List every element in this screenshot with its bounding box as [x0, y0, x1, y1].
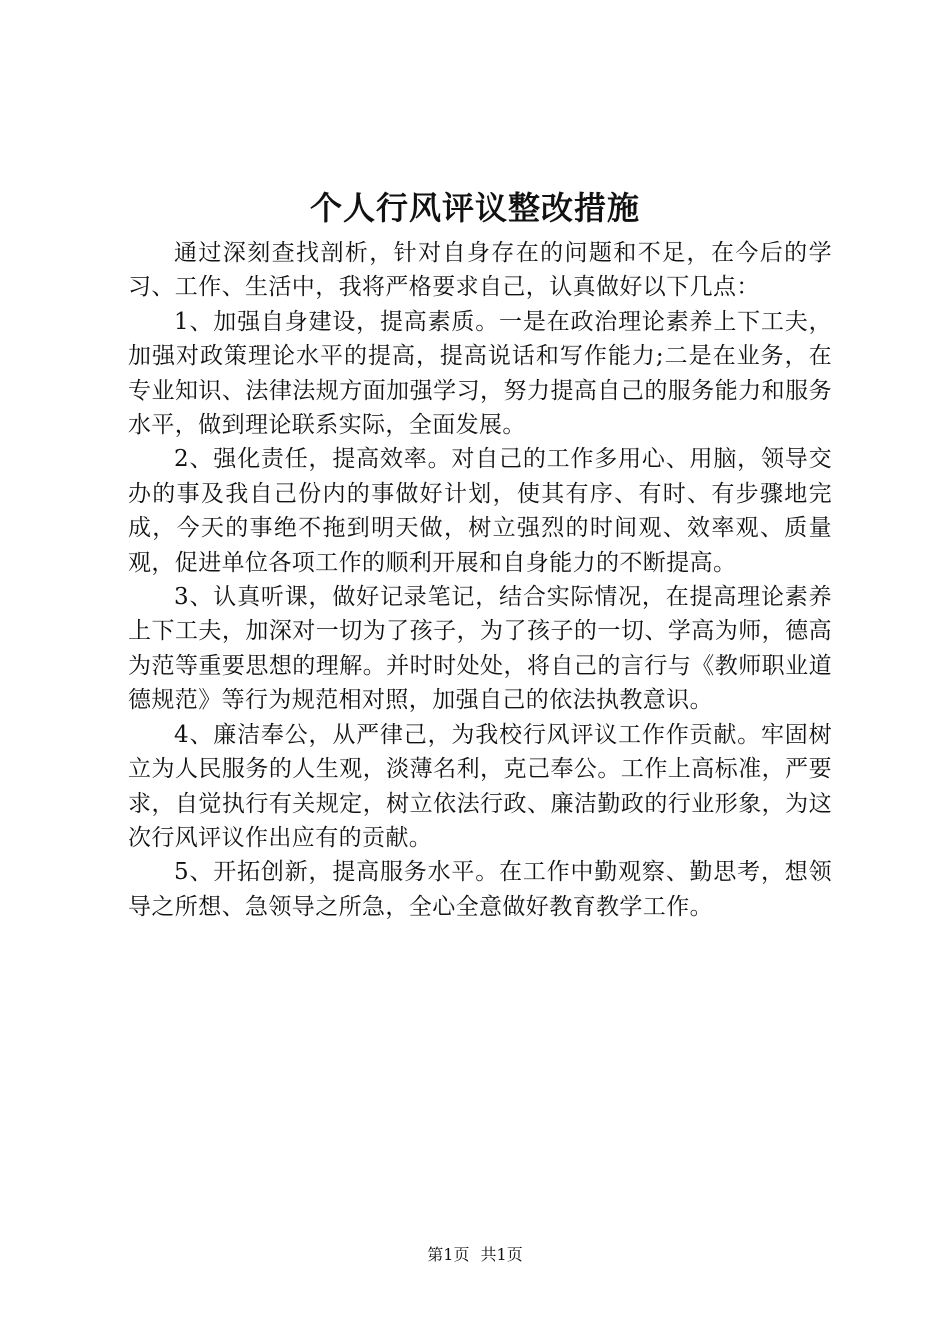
paragraph-intro: 通过深刻查找剖析，针对自身存在的问题和不足，在今后的学习、工作、生活中，我将严格要求自己，认真做好以下几点：: [128, 240, 832, 301]
page-title: 个人行风评议整改措施: [309, 189, 640, 227]
document-body: [128, 236, 832, 924]
paragraph-item-1: 1、加强自身建设，提高素质。一是在政治理论素养上下工夫，加强对政策理论水平的提高，提高说话和写作能力;二是在业务，在专业知识、法律法规方面加强学习，努力提高自己的服务能力和服务水平，做到理论联系实际，全面发展。: [128, 308, 832, 439]
page-number-total: 共1页: [480, 1245, 523, 1264]
page-footer: [0, 1244, 950, 1266]
paragraph-item-3: 3、认真听课，做好记录笔记，结合实际情况，在提高理论素养上下工夫，加深对一切为了孩子，为了孩子的一切、学高为师，德高为范等重要思想的理解。并时时处处，将自己的言行与《教师职业道德规范》等行为规范相对照，加强自己的依法执教意识。: [128, 584, 832, 714]
paragraph-item-2: 2、强化责任，提高效率。对自己的工作多用心、用脑，领导交办的事及我自己份内的事做好计划，使其有序、有时、有步骤地完成，今天的事绝不拖到明天做，树立强烈的时间观、效率观、质量观，促进单位各项工作的顺利开展和自身能力的不断提高。: [128, 446, 832, 576]
paragraph-item-4: 4、廉洁奉公，从严律己，为我校行风评议工作作贡献。牢固树立为人民服务的人生观，淡薄名利，克己奉公。工作上高标准，严要求，自觉执行有关规定，树立依法行政、廉洁勤政的行业形象，为这次行风评议作出应有的贡献。: [128, 721, 832, 851]
page-number-current: 第1页: [427, 1245, 470, 1264]
paragraph-item-5: 5、开拓创新，提高服务水平。在工作中勤观察、勤思考，想领导之所想、急领导之所急，全心全意做好教育教学工作。: [128, 859, 832, 920]
